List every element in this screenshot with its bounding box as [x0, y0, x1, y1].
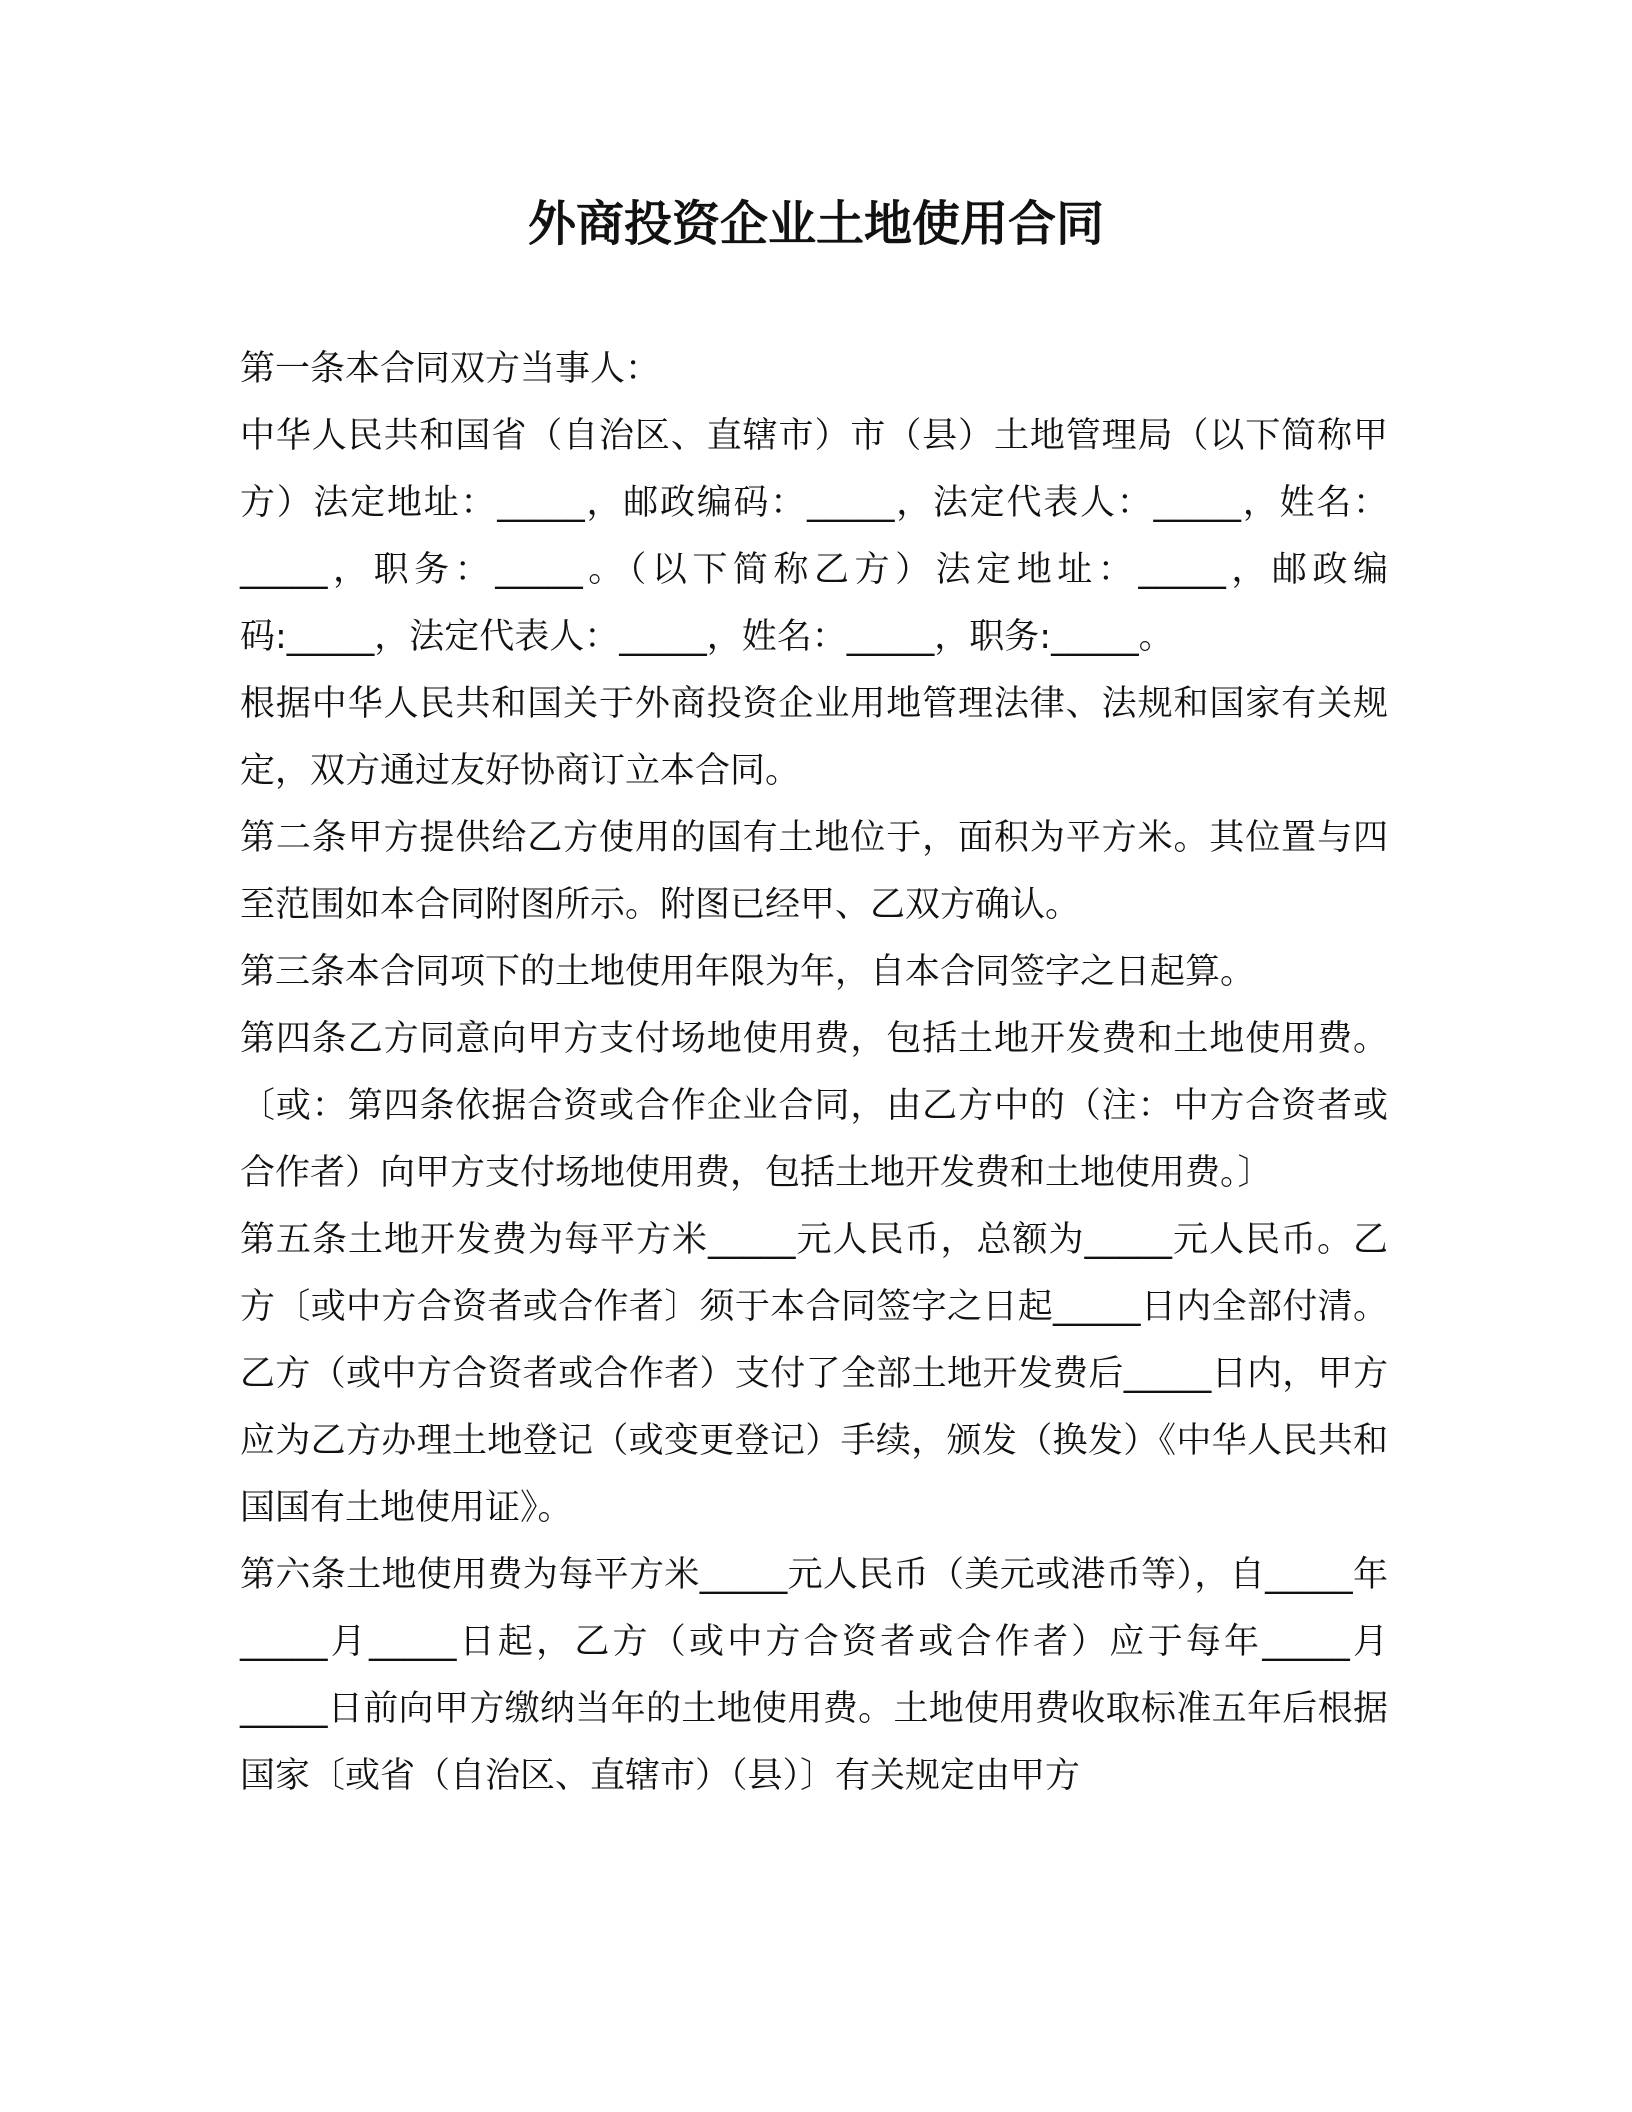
article-6-paragraph: 第六条土地使用费为每平方米_____元人民币（美元或港币等），自_____年_____月_____日起，乙方（或中方合资者或合作者）应于每年_____月_____日前向甲方缴纳当年的土地使用费。土地使用费收取标准五年后根据国家〔或省（自治区、直辖市）（县）〕有关规定由甲方 — [240, 1555, 1388, 1796]
article-1-heading: 第一条本合同双方当事人： — [240, 349, 661, 389]
document-title: 外商投资企业土地使用合同 — [527, 196, 1104, 252]
basis-paragraph: 根据中华人民共和国关于外商投资企业用地管理法律、法规和国家有关规定，双方通过友好协商订立本合同。 — [240, 684, 1388, 791]
article-3-paragraph: 第三条本合同项下的土地使用年限为年，自本合同签字之日起算。 — [240, 952, 1256, 992]
parties-paragraph: 中华人民共和国省（自治区、直辖市）市（县）土地管理局（以下简称甲方）法定地址：_____，邮政编码：_____，法定代表人：_____，姓名：_____，职务：_____。（以下简称乙方）法定地址：_____，邮政编码:_____，法定代表人：_____，姓名：_____，职务:_____。 — [240, 416, 1388, 657]
article-2-paragraph: 第二条甲方提供给乙方使用的国有土地位于，面积为平方米。其位置与四至范围如本合同附图所示。附图已经甲、乙双方确认。 — [240, 818, 1388, 925]
document-body — [240, 336, 1388, 1810]
article-4-paragraph: 第四条乙方同意向甲方支付场地使用费，包括土地开发费和土地使用费。〔或：第四条依据合资或合作企业合同，由乙方中的（注：中方合资者或合作者）向甲方支付场地使用费，包括土地开发费和土地使用费。〕 — [240, 1019, 1388, 1193]
article-5-paragraph: 第五条土地开发费为每平方米_____元人民币，总额为_____元人民币。乙方〔或中方合资者或合作者〕须于本合同签字之日起_____日内全部付清。乙方（或中方合资者或合作者）支付了全部土地开发费后_____日内，甲方应为乙方办理土地登记（或变更登记）手续，颁发（换发）《中华人民共和国国有土地使用证》。 — [240, 1220, 1388, 1528]
